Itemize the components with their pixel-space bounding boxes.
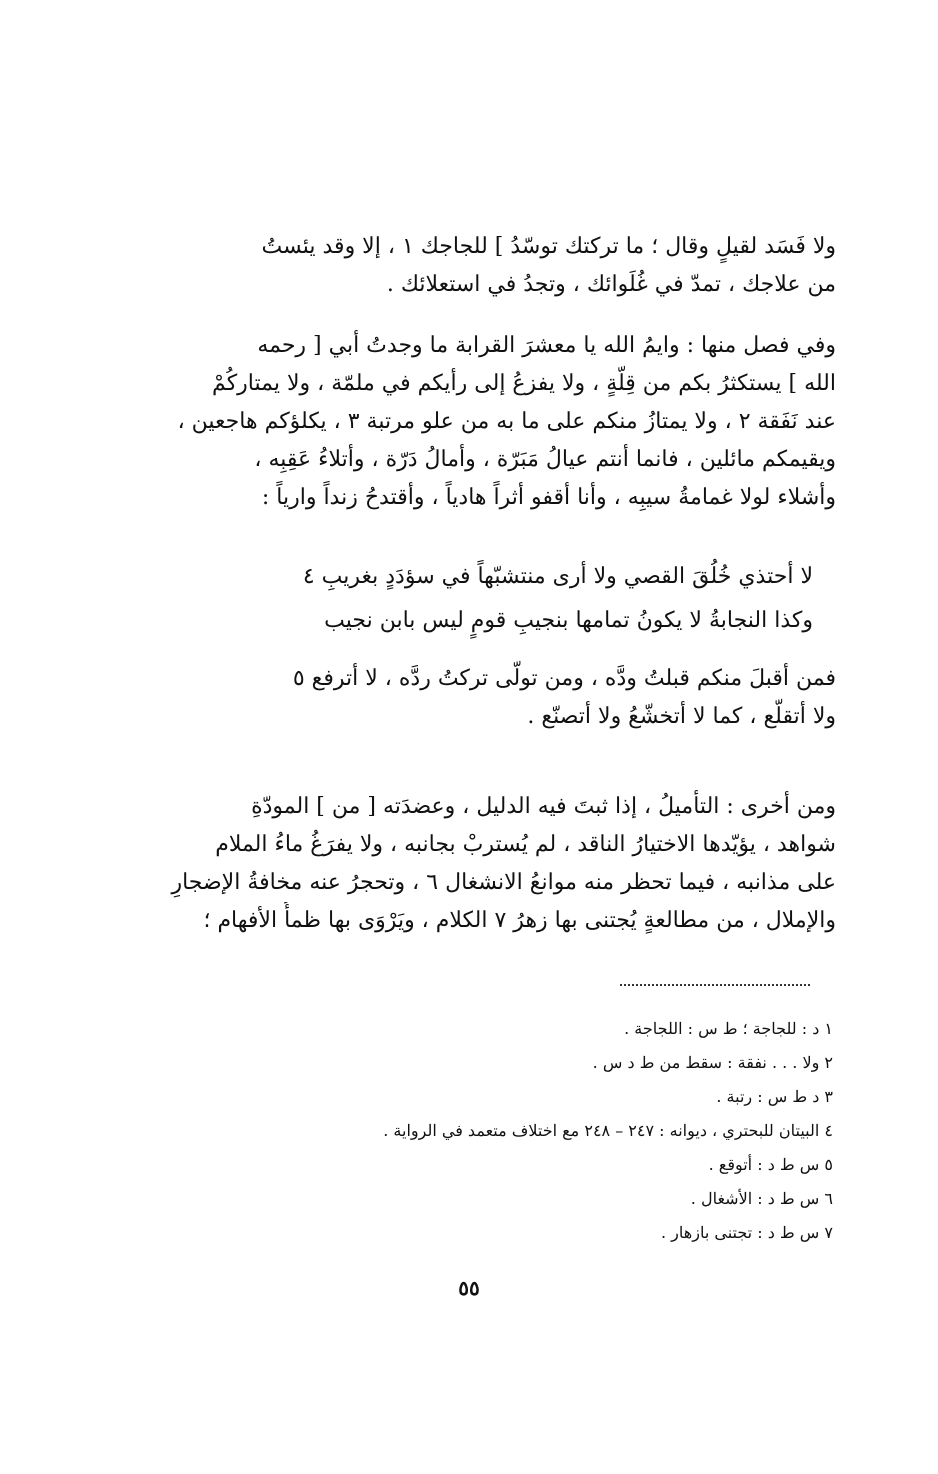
footnote-separator: [620, 984, 810, 986]
poem-verse: لا أحتذي خُلُقَ القصي ولا أرى منتشبّهاً في سؤدَدٍ بغريبِ ٤: [302, 564, 813, 589]
text-line: ويقيمكم مائلين ، فانما أنتم عيالُ مَبَرّة ، وأمالُ دَرّة ، وأتلاءُ عَقِبِه ،: [254, 447, 836, 472]
text-line: على مذانبه ، فيما تحظر منه موانعُ الانشغال ٦ ، وتحجرُ عنه مخافةُ الإضجارِ: [171, 870, 836, 895]
footnotes: [383, 1012, 833, 1250]
footnote: ٦ س ط د : الأشغال .: [690, 1189, 833, 1208]
text-line: عند نَفَقة ٢ ، ولا يمتازُ منكم على ما به من علو مرتبة ٣ ، يكلؤكم هاجعين ،: [177, 409, 836, 434]
paragraph-after-poem: [101, 660, 836, 736]
text-line: ولا فَسَد لقيلٍ وقال ؛ ما تركتك توسّدُ ] للجاجك ١ ، إلا وقد يئستُ: [261, 234, 836, 259]
text-line: ولا أتقلّع ، كما لا أتخشّعُ ولا أتصنّع .: [527, 704, 836, 729]
paragraph-section-two: [101, 788, 836, 940]
text-line: ومن أخرى : التأميلُ ، إذا ثبتَ فيه الدليل ، وعضدَته [ من ] المودّةِ: [251, 794, 836, 819]
page-number: ٥٥: [458, 1276, 480, 1300]
footnote: ٢ ولا . . . نفقة : سقط من ط د س .: [592, 1053, 833, 1072]
text-line: الله ] يستكثرُ بكم من قِلّةٍ ، ولا يفزعُ إلى رأيكم في ملمّة ، ولا يمتاركُمْ: [212, 371, 836, 396]
text-line: وفي فصل منها : وايمُ الله يا معشرَ القرابة ما وجدتُ أبي [ رحمه: [257, 333, 836, 358]
text-line: شواهد ، يؤيّدها الاختيارُ الناقد ، لم يُستربْ بجانبه ، ولا يفرَغُ ماءُ الملام: [215, 832, 836, 857]
text-line: وأشلاء لولا غمامةُ سيبِه ، وأنا أقفو أثراً هادياً ، وأقتدحُ زنداً وارياً :: [261, 485, 836, 510]
footnote: ١ د : للجاجة ؛ ط س : اللجاجة .: [624, 1019, 833, 1038]
text-line: فمن أقبلَ منكم قبلتُ ودَّه ، ومن تولّى تركتُ ردَّه ، لا أترفع ٥: [292, 666, 836, 691]
footnote: ٥ س ط د : أتوقع .: [708, 1155, 833, 1174]
footnote: ٣ د ط س : رتبة .: [716, 1087, 833, 1106]
text-line: والإملال ، من مطالعةٍ يُجتنى بها زهرُ ٧ الكلام ، ويَرْوَى بها ظمأُ الأفهام ؛: [203, 908, 836, 933]
footnote: ٤ البيتان للبحتري ، ديوانه : ٢٤٧ – ٢٤٨ مع اختلاف متعمد في الرواية .: [383, 1121, 833, 1140]
poem-verses: [123, 555, 813, 643]
poem-verse: وكذا النجابةُ لا يكونُ تمامها بنجيبِ قومٍ ليس بابن نجيب: [324, 608, 813, 633]
text-line: من علاجك ، تمدّ في غُلَوائك ، وتجدُ في استعلائك .: [386, 272, 836, 297]
paragraph-opening: [101, 228, 836, 304]
footnote: ٧ س ط د : تجتنى بازهار .: [661, 1223, 833, 1242]
paragraph-section-one: [101, 327, 836, 517]
